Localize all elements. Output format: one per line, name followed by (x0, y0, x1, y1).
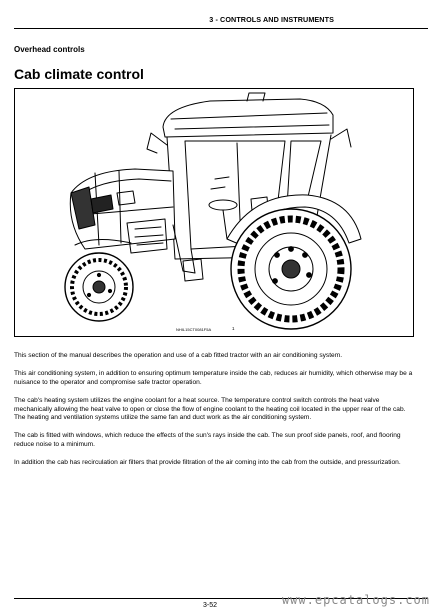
section-title: Overhead controls (14, 45, 85, 54)
page-heading: Cab climate control (14, 66, 144, 82)
chapter-title: 3 - CONTROLS AND INSTRUMENTS (209, 15, 334, 24)
page-header (14, 12, 428, 29)
paragraph: This section of the manual describes the operation and use of a cab fitted tractor with an air conditioning system. (14, 352, 343, 359)
paragraph: The cab is fitted with windows, which reduce the effects of the sun's rays inside the cab. The sun proof side panels, roof, and flooring reduce noise to a minimum. (14, 432, 401, 448)
figure-id: NHIL15CT0081F5A (176, 327, 212, 332)
watermark: www.epcatalogs.com (281, 593, 430, 607)
page-number: 3-52 (203, 602, 218, 609)
paragraph: The cab's heating system utilizes the engine coolant for a heat source. The temperature control switch controls the heat valve mechanically allowing the heat valve to open or close the flow of engine coolant to the heating coil located in the upper rear of the cab. The heating and ventilation systems utilize the same fan and duct work as the air conditioning system. (14, 397, 406, 422)
body-text (14, 352, 416, 478)
paragraph: In addition the cab has recirculation air filters that provide filtration of the air coming into the cab from the outside, and pressurization. (14, 459, 401, 467)
tractor-illustration (15, 89, 414, 337)
tractor-figure (14, 88, 414, 337)
figure-number: 1 (232, 326, 235, 331)
paragraph: This air conditioning system, in addition to ensuring optimum temperature inside the cab, reduces air humidity, which otherwise may be a nuisance to the operator and compromise safe tractor operation. (14, 370, 413, 386)
